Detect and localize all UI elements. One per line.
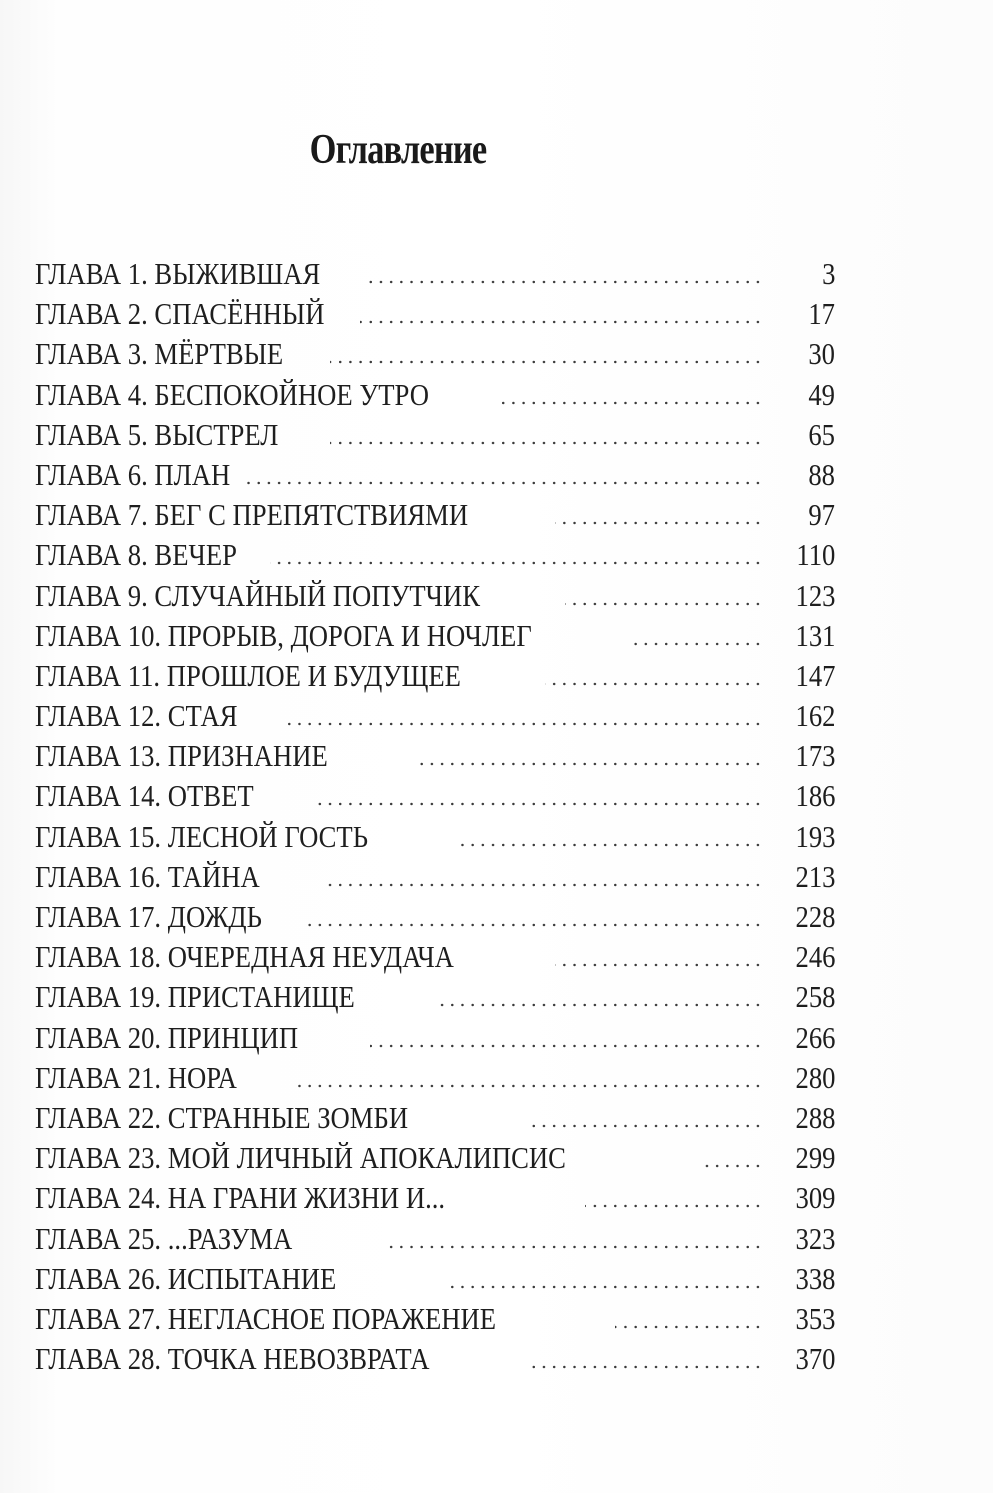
page-number: 299 — [795, 1140, 835, 1176]
toc-entry-3 — [35, 334, 835, 374]
dot-leader — [555, 519, 763, 527]
page-number: 280 — [795, 1059, 835, 1095]
chapter-title: ГЛАВА 7. БЕГ С ПРЕПЯТСТВИЯМИ — [35, 497, 469, 533]
toc-entry-20 — [35, 1018, 835, 1058]
page-number: 147 — [795, 657, 835, 693]
page-number: 338 — [795, 1260, 835, 1296]
page-number: 288 — [795, 1099, 835, 1135]
toc-entry-15 — [35, 817, 835, 857]
page-number: 323 — [795, 1220, 835, 1256]
chapter-title: ГЛАВА 23. МОЙ ЛИЧНЫЙ АПОКАЛИПСИС — [35, 1140, 566, 1176]
page-number: 30 — [808, 336, 835, 372]
chapter-title: ГЛАВА 4. БЕСПОКОЙНОЕ УТРО — [35, 376, 429, 412]
page-title: Оглавление — [309, 127, 487, 173]
chapter-title: ГЛАВА 8. ВЕЧЕР — [35, 537, 237, 573]
chapter-title: ГЛАВА 19. ПРИСТАНИЩЕ — [35, 979, 355, 1015]
chapter-title: ГЛАВА 11. ПРОШЛОЕ И БУДУЩЕЕ — [35, 657, 461, 693]
page-number: 131 — [795, 617, 835, 653]
toc-entry-23 — [35, 1138, 835, 1178]
dot-leader — [545, 680, 763, 688]
dot-leader — [440, 1001, 763, 1009]
chapter-title: ГЛАВА 18. ОЧЕРЕДНАЯ НЕУДАЧА — [35, 939, 454, 975]
page-number: 246 — [795, 939, 835, 975]
page-number: 65 — [808, 416, 835, 452]
dot-leader — [325, 881, 763, 889]
dot-leader — [445, 1283, 763, 1291]
dot-leader — [330, 439, 763, 447]
dot-leader — [525, 1363, 763, 1371]
page-number: 258 — [795, 979, 835, 1015]
toc-entry-26 — [35, 1259, 835, 1299]
dot-leader — [315, 800, 763, 808]
chapter-title: ГЛАВА 27. НЕГЛАСНОЕ ПОРАЖЕНИЕ — [35, 1300, 497, 1336]
page-number: 49 — [808, 376, 835, 412]
chapter-title: ГЛАВА 26. ИСПЫТАНИЕ — [35, 1260, 337, 1296]
chapter-title: ГЛАВА 22. СТРАННЫЕ ЗОМБИ — [35, 1099, 409, 1135]
toc-entry-16 — [35, 857, 835, 897]
page-number: 88 — [808, 456, 835, 492]
chapter-title: ГЛАВА 10. ПРОРЫВ, ДОРОГА И НОЧЛЕГ — [35, 617, 532, 653]
dot-leader — [295, 1082, 763, 1090]
dot-leader — [565, 600, 763, 608]
toc-entry-28 — [35, 1339, 835, 1379]
toc-entry-13 — [35, 736, 835, 776]
chapter-title: ГЛАВА 24. НА ГРАНИ ЖИЗНИ И... — [35, 1180, 446, 1216]
dot-leader — [270, 559, 763, 567]
dot-leader — [385, 1243, 763, 1251]
dot-leader — [305, 921, 763, 929]
toc-entry-12 — [35, 696, 835, 736]
table-of-contents — [35, 254, 835, 1379]
toc-entry-1 — [35, 254, 835, 294]
dot-leader — [705, 1162, 763, 1170]
toc-entry-21 — [35, 1058, 835, 1098]
toc-entry-19 — [35, 977, 835, 1017]
toc-entry-2 — [35, 294, 835, 334]
page-number: 193 — [795, 818, 835, 854]
page-number: 162 — [795, 698, 835, 734]
page-number: 353 — [795, 1300, 835, 1336]
toc-entry-8 — [35, 535, 835, 575]
dot-leader — [495, 399, 763, 407]
dot-leader — [285, 720, 763, 728]
toc-entry-27 — [35, 1299, 835, 1339]
chapter-title: ГЛАВА 28. ТОЧКА НЕВОЗВРАТА — [35, 1341, 430, 1377]
chapter-title: ГЛАВА 1. ВЫЖИВШАЯ — [35, 256, 321, 291]
dot-leader — [330, 358, 763, 366]
toc-entry-24 — [35, 1178, 835, 1218]
toc-entry-9 — [35, 576, 835, 616]
dot-leader — [555, 961, 763, 969]
toc-entry-18 — [35, 937, 835, 977]
toc-entry-4 — [35, 375, 835, 415]
page-number: 309 — [795, 1180, 835, 1216]
toc-entry-14 — [35, 776, 835, 816]
chapter-title: ГЛАВА 25. ...РАЗУМА — [35, 1220, 293, 1256]
toc-entry-22 — [35, 1098, 835, 1138]
dot-leader — [460, 841, 763, 849]
page-number: 186 — [795, 778, 835, 814]
chapter-title: ГЛАВА 6. ПЛАН — [35, 456, 231, 492]
chapter-title: ГЛАВА 12. СТАЯ — [35, 698, 238, 734]
page-number: 228 — [795, 899, 835, 934]
page-number: 17 — [808, 296, 835, 332]
dot-leader — [240, 479, 763, 487]
dot-leader — [370, 1042, 763, 1050]
chapter-title: ГЛАВА 13. ПРИЗНАНИЕ — [35, 738, 328, 774]
chapter-title: ГЛАВА 3. МЁРТВЫЕ — [35, 336, 284, 372]
toc-entry-11 — [35, 656, 835, 696]
chapter-title: ГЛАВА 20. ПРИНЦИП — [35, 1019, 299, 1055]
toc-entry-17 — [35, 897, 835, 937]
chapter-title: ГЛАВА 14. ОТВЕТ — [35, 778, 254, 814]
toc-entry-10 — [35, 616, 835, 656]
toc-entry-7 — [35, 495, 835, 535]
page-number: 97 — [808, 497, 835, 533]
toc-entry-6 — [35, 455, 835, 495]
dot-leader — [585, 1202, 763, 1210]
chapter-title: ГЛАВА 17. ДОЖДЬ — [35, 899, 262, 934]
dot-leader — [530, 1122, 763, 1130]
page-number: 173 — [795, 738, 835, 774]
chapter-title: ГЛАВА 21. НОРА — [35, 1059, 237, 1095]
dot-leader — [415, 760, 763, 768]
page-number: 370 — [795, 1341, 835, 1377]
toc-entry-5 — [35, 415, 835, 455]
chapter-title: ГЛАВА 5. ВЫСТРЕЛ — [35, 416, 279, 452]
dot-leader — [615, 1323, 763, 1331]
chapter-title: ГЛАВА 15. ЛЕСНОЙ ГОСТЬ — [35, 818, 369, 854]
dot-leader — [365, 278, 763, 286]
page-number: 123 — [795, 577, 835, 613]
page-number: 266 — [795, 1019, 835, 1055]
page-number: 213 — [795, 858, 835, 894]
page-number: 3 — [821, 256, 835, 291]
chapter-title: ГЛАВА 2. СПАСЁННЫЙ — [35, 296, 325, 332]
dot-leader — [630, 640, 763, 648]
toc-entry-25 — [35, 1219, 835, 1259]
chapter-title: ГЛАВА 9. СЛУЧАЙНЫЙ ПОПУТЧИК — [35, 577, 481, 613]
dot-leader — [360, 318, 763, 326]
page-number: 110 — [795, 537, 835, 573]
chapter-title: ГЛАВА 16. ТАЙНА — [35, 858, 260, 894]
